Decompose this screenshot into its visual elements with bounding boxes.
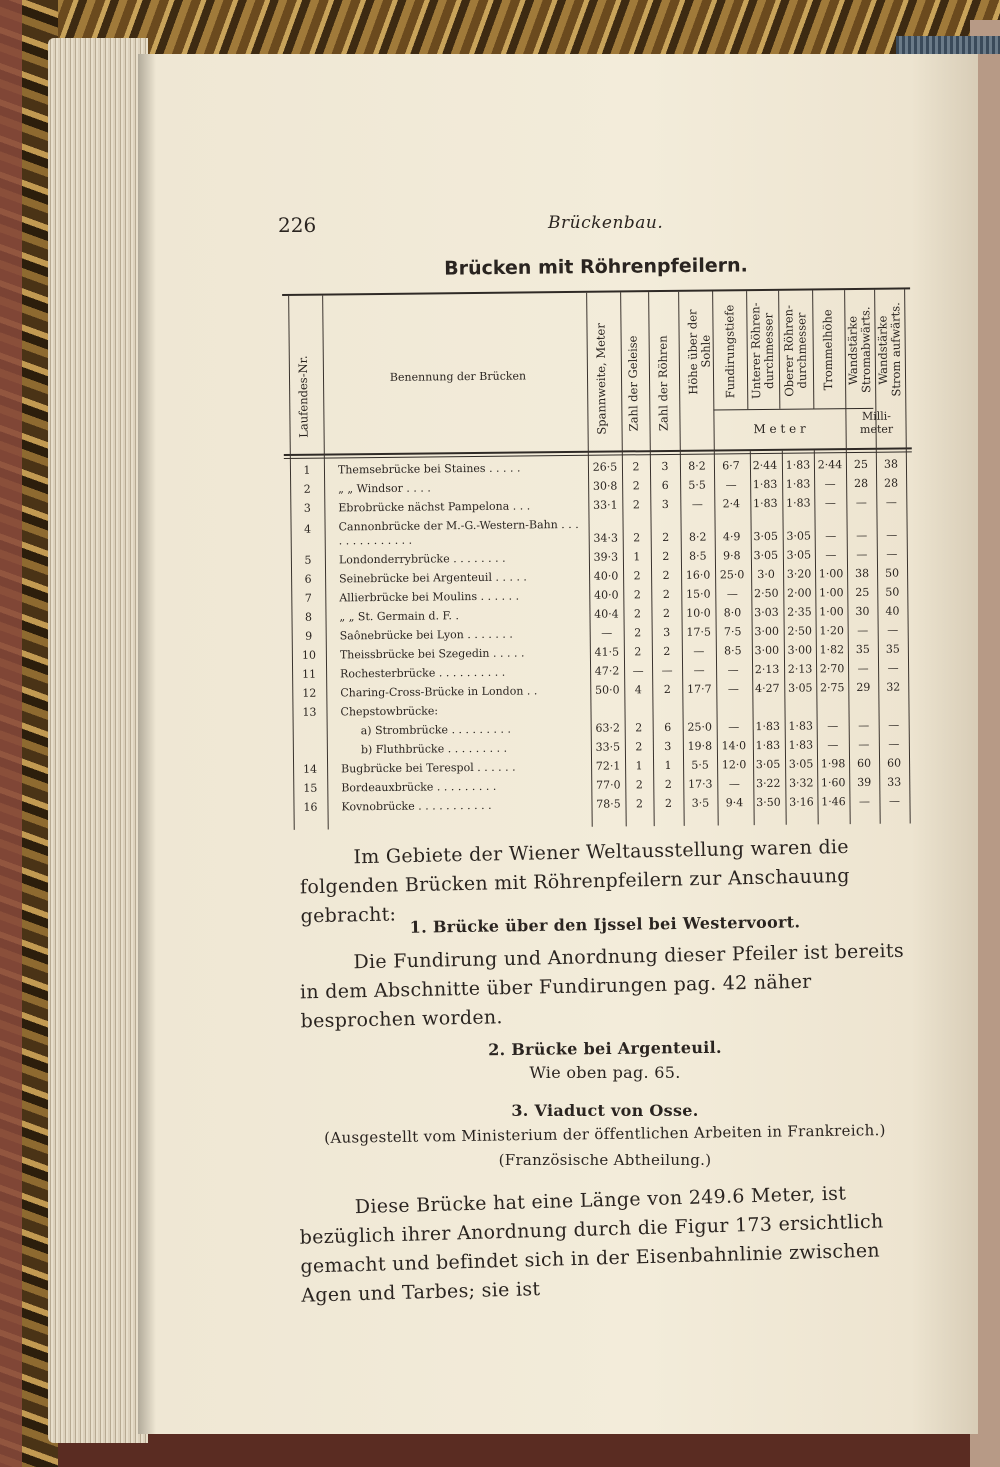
cell-t: — <box>825 529 837 543</box>
cell-wu: — <box>887 623 899 637</box>
cell-wu: — <box>888 794 901 808</box>
cell-h: 3·5 <box>691 796 710 810</box>
cell-s: 40·4 <box>594 607 619 621</box>
cell-s: 47·2 <box>594 664 620 678</box>
cell-h: 17·5 <box>686 625 712 639</box>
bridge-name: Ebrobrücke nächst Pampelona . . . <box>338 499 531 515</box>
cell-t: — <box>824 496 836 510</box>
bridge-name: b) Fluthbrücke . . . . . . . . . <box>360 741 508 757</box>
cell-wa: — <box>856 547 868 561</box>
unit-meter: M e t e r <box>753 421 806 437</box>
cell-wa: — <box>858 718 870 732</box>
cell-s: 41·5 <box>594 645 620 659</box>
cell-h: 17·7 <box>686 682 712 696</box>
cell-g: 2 <box>634 645 642 659</box>
cell-r: 6 <box>664 720 672 735</box>
header-hoehe: Höhe über der Sohle <box>685 309 713 395</box>
row-number: 1 <box>303 463 311 477</box>
cell-f: 25·0 <box>719 568 745 582</box>
cell-wu: 35 <box>885 642 900 656</box>
cell-u: 3·03 <box>754 605 779 620</box>
cell-s: 78·5 <box>596 797 621 811</box>
row-number: 7 <box>304 591 312 605</box>
cell-o: 2·50 <box>787 624 813 638</box>
cell-wa: — <box>858 737 870 751</box>
cell-wu: — <box>885 495 897 509</box>
bridge-name: „ „ St. Germain d. F. . <box>339 609 460 624</box>
paragraph-argenteuil: Wie oben pag. 65. <box>529 1063 681 1082</box>
cell-r: 2 <box>662 587 670 602</box>
cell-r: 6 <box>661 478 669 493</box>
cell-r: 2 <box>664 796 673 811</box>
cell-wa: — <box>855 495 867 510</box>
cell-u: 1·83 <box>753 496 778 511</box>
cell-o: 3·05 <box>787 681 813 695</box>
row-number: 6 <box>304 572 312 586</box>
cell-u: 4·27 <box>754 681 780 696</box>
cell-s: 33·1 <box>593 498 618 512</box>
cell-o: 3·05 <box>786 529 812 543</box>
cell-f: — <box>725 478 737 492</box>
cell-h: 25·0 <box>687 720 713 734</box>
cell-u: 3·0 <box>757 567 775 582</box>
cell-f: 2·4 <box>722 497 741 511</box>
header-benennung: Benennung der Brücken <box>389 369 527 384</box>
cell-r: 3 <box>663 625 671 640</box>
cell-wa: — <box>857 661 869 675</box>
cell-o: 3·20 <box>786 567 812 581</box>
cell-r: 3 <box>661 497 669 512</box>
cell-f: — <box>728 720 740 734</box>
paragraph-westervoort: Die Fundirung und Anordnung dieser Pfeiler ist bereits in dem Abschnitte über Fundirungen pag. 42 näher besprochen worden. <box>299 939 905 1033</box>
cell-r: — <box>661 663 673 678</box>
bridge-name: Themsebrücke bei Staines . . . . . <box>337 461 521 477</box>
cell-s: 34·3 <box>593 531 619 545</box>
cell-g: 2 <box>635 721 643 735</box>
unit-millimeter: Milli- meter <box>859 409 894 436</box>
cell-t: 2·75 <box>819 681 845 695</box>
cell-wa: 30 <box>855 604 870 619</box>
cell-r: 1 <box>664 758 672 773</box>
header-laufendes-nr: Laufendes-Nr. <box>295 355 311 438</box>
bridge-name: Allierbrücke bei Moulins . . . . . . <box>339 589 520 605</box>
cell-wu: 38 <box>883 457 899 471</box>
cell-f: — <box>726 587 738 601</box>
cell-g: 2 <box>633 569 641 583</box>
cell-f: 7·5 <box>723 625 742 639</box>
cell-s: 77·0 <box>595 778 621 792</box>
cell-r: 2 <box>662 606 671 621</box>
cell-t: 1·00 <box>818 586 844 600</box>
heading-westervoort: 1. Brücke über den Ijssel bei Westervoort. <box>409 912 801 937</box>
cell-f: — <box>727 682 739 696</box>
cell-wa: — <box>858 794 871 808</box>
cell-r: 2 <box>663 682 671 697</box>
cell-u: 3·00 <box>754 643 780 658</box>
cell-t: 1·46 <box>821 795 846 809</box>
cell-u: 3·22 <box>755 776 781 791</box>
cell-s: 40·0 <box>593 569 619 583</box>
cell-g: 1 <box>635 759 643 773</box>
cell-f: 9·8 <box>723 549 741 563</box>
cell-u: 2·13 <box>754 662 780 677</box>
cell-t: — <box>827 719 839 733</box>
bridge-name: Bugbrücke bei Terespol . . . . . . <box>341 760 516 776</box>
cell-f: — <box>728 777 740 791</box>
cell-f: 12·0 <box>721 758 747 772</box>
cell-o: 2·13 <box>787 662 813 676</box>
cell-g: 2 <box>632 479 640 493</box>
cell-wa: 25 <box>855 585 870 600</box>
cell-h: 5·5 <box>691 758 709 772</box>
cell-wa: — <box>856 528 868 543</box>
paragraph-osse: Diese Brücke hat eine Länge von 249.6 Meter, ist bezüglich ihrer Anordnung durch die Figur 173 ersichtlich gemacht und befindet sich in der Eisenbahnlinie zwischen Agen und Tarbes; sie ist <box>299 1182 884 1307</box>
cell-h: 10·0 <box>686 606 711 620</box>
row-number: 12 <box>302 686 317 700</box>
row-number: 16 <box>303 800 318 814</box>
cell-h: — <box>693 644 705 658</box>
bridge-name: Rochesterbrücke . . . . . . . . . . <box>340 665 506 681</box>
page-stack-edge <box>48 38 148 1443</box>
row-number: 15 <box>303 781 318 795</box>
cell-r: 2 <box>663 644 671 659</box>
cell-f: 9·4 <box>725 796 744 810</box>
cell-wu: 50 <box>885 585 900 599</box>
cell-f: 4·9 <box>722 530 741 544</box>
header-wand-auf: Wandstärke Strom aufwärts. <box>875 302 904 397</box>
cell-s: 39·3 <box>593 550 619 564</box>
cell-t: 2·44 <box>817 458 843 472</box>
row-number: 2 <box>303 482 311 496</box>
cell-o: 2·00 <box>786 586 812 600</box>
note-ministerium: (Ausgestellt vom Ministerium der öffentlichen Arbeiten in Frankreich.) <box>324 1121 886 1147</box>
cell-h: 15·0 <box>685 587 711 601</box>
running-title: Brückenbau. <box>548 213 664 233</box>
cell-wa: 29 <box>856 680 871 695</box>
cell-h: 8·2 <box>688 530 707 544</box>
cell-s: 63·2 <box>595 721 621 735</box>
cell-t: — <box>825 548 837 562</box>
bridge-name: Saônebrücke bei Lyon . . . . . . . <box>339 627 513 643</box>
cell-u: 2·44 <box>752 458 778 473</box>
cell-wa: 35 <box>855 642 870 657</box>
book-cover-top <box>0 0 1000 60</box>
cell-t: 1·20 <box>819 624 844 638</box>
header-fundirung: Fundirungstiefe <box>722 304 738 399</box>
note-abtheilung: (Französische Abtheilung.) <box>498 1151 712 1169</box>
cell-wa: — <box>857 623 869 637</box>
bridge-name: a) Strombrücke . . . . . . . . . <box>360 722 512 738</box>
row-number: 10 <box>301 648 316 662</box>
cell-r: 2 <box>664 777 672 792</box>
cell-h: — <box>693 663 705 677</box>
row-number: 11 <box>302 667 317 681</box>
cell-h: 8·2 <box>688 459 706 473</box>
cell-wu: 32 <box>886 680 901 694</box>
row-number: 13 <box>302 705 317 719</box>
cell-f: 6·7 <box>722 459 740 473</box>
cell-o: 1·83 <box>785 458 811 472</box>
cell-u: 3·50 <box>756 795 781 810</box>
cell-u: 3·05 <box>753 548 779 563</box>
bridge-name: Chepstowbrücke: <box>340 704 439 719</box>
heading-osse: 3. Viaduct von Osse. <box>511 1101 699 1120</box>
cell-s: 30·8 <box>592 479 618 493</box>
cell-u: 2·50 <box>753 586 779 601</box>
cell-r: 3 <box>661 459 669 474</box>
cell-t: 1·82 <box>819 643 845 657</box>
cell-h: 17·3 <box>687 777 713 791</box>
cell-o: 3·32 <box>788 776 814 790</box>
cell-g: 1 <box>633 550 641 564</box>
cell-wu: 40 <box>885 604 900 618</box>
bridge-name: Cannonbrücke der M.-G.-Western-Bahn . . . . . . . . . . . . . . <box>338 517 579 548</box>
cell-wu: — <box>886 528 898 542</box>
cell-r: 2 <box>662 530 670 545</box>
cell-u: 3·05 <box>753 529 779 544</box>
cell-h: 16·0 <box>685 568 711 582</box>
cell-u: 1·83 <box>755 719 780 734</box>
cell-o: 1·83 <box>785 477 811 491</box>
cell-u: 3·05 <box>755 757 781 772</box>
row-number: 9 <box>305 629 313 643</box>
cell-g: 2 <box>635 740 643 754</box>
cell-s: — <box>601 626 613 640</box>
cell-wu: — <box>886 547 898 561</box>
cell-u: 1·83 <box>752 477 778 492</box>
cell-f: 8·0 <box>723 606 742 620</box>
cell-s: 26·5 <box>592 460 618 474</box>
cell-wu: 33 <box>887 775 902 789</box>
cell-o: 2·35 <box>787 605 812 619</box>
cell-h: 8·5 <box>689 549 707 563</box>
cell-f: 8·5 <box>724 644 742 658</box>
bridge-name: Kovnobrücke . . . . . . . . . . . <box>341 798 492 814</box>
heading-argenteuil: 2. Brücke bei Argenteuil. <box>488 1037 722 1060</box>
header-oberer: Oberer Röhren- durchmesser <box>781 304 810 397</box>
row-number: 14 <box>303 762 318 776</box>
cell-r: 3 <box>664 739 672 754</box>
cell-o: 3·05 <box>786 548 812 562</box>
cell-t: 1·60 <box>820 776 846 790</box>
cell-h: 5·5 <box>688 478 706 492</box>
cell-o: 3·05 <box>788 757 814 771</box>
row-number: 5 <box>304 553 312 567</box>
cell-wa: 25 <box>853 457 869 472</box>
cell-t: 1·00 <box>819 605 844 619</box>
cell-t: 2·70 <box>819 662 845 676</box>
cell-g: 2 <box>633 588 641 602</box>
cell-o: 1·83 <box>788 738 814 752</box>
cell-g: 2 <box>633 531 641 545</box>
header-geleise: Zahl der Geleise <box>625 335 641 432</box>
bridge-name: Charing-Cross-Brücke in London . . <box>340 684 538 700</box>
header-spannweite: Spannweite, Meter <box>593 322 609 435</box>
cell-g: 2 <box>635 778 643 792</box>
spine-shadow <box>138 54 156 1434</box>
cell-f: 14·0 <box>721 739 747 753</box>
bridge-table <box>282 275 916 830</box>
header-trommel: Trommelhöhe <box>820 309 836 391</box>
bridge-name: „ „ Windsor . . . . <box>338 481 431 496</box>
cell-f: — <box>727 663 739 677</box>
cell-wu: — <box>888 718 900 732</box>
cell-g: 2 <box>633 607 642 621</box>
cell-wu: 60 <box>887 756 902 770</box>
cell-u: 3·00 <box>754 624 780 639</box>
cell-s: 40·0 <box>593 588 619 602</box>
cell-t: 1·98 <box>820 757 846 771</box>
row-number: 4 <box>304 522 312 536</box>
cell-wa: 39 <box>857 775 872 790</box>
page-number: 226 <box>278 213 317 237</box>
cell-g: 2 <box>635 797 644 811</box>
cell-wa: 60 <box>857 756 872 771</box>
cell-wa: 38 <box>855 566 870 581</box>
cell-wa: 28 <box>854 476 869 491</box>
cell-t: 1·00 <box>818 567 844 581</box>
row-number: 8 <box>304 610 313 624</box>
book-cover-leather <box>0 0 22 1467</box>
cell-o: 3·16 <box>789 795 814 809</box>
bridge-name: Londonderrybrücke . . . . . . . . <box>338 551 506 567</box>
row-number: 3 <box>303 501 311 515</box>
cell-g: 2 <box>632 498 640 512</box>
bridge-name: Bordeauxbrücke . . . . . . . . . <box>341 779 497 795</box>
header-unterer: Unterer Röhren- durchmesser <box>748 302 777 400</box>
cell-g: 2 <box>632 460 640 474</box>
cell-g: 2 <box>634 626 642 640</box>
cell-g: — <box>632 664 644 678</box>
cell-u: 1·83 <box>755 738 781 753</box>
header-roehren: Zahl der Röhren <box>655 335 671 431</box>
cell-s: 72·1 <box>595 759 621 773</box>
cell-o: 1·83 <box>788 719 813 733</box>
cell-wu: 28 <box>884 476 899 490</box>
header-wand-ab: Wandstärke Stromabwärts. <box>845 306 874 394</box>
table-title: Brücken mit Röhrenpfeilern. <box>444 254 748 280</box>
cell-g: 4 <box>634 683 642 697</box>
bridge-name: Seinebrücke bei Argenteuil . . . . . <box>339 570 527 586</box>
cell-wu: — <box>888 737 900 751</box>
cell-wu: 50 <box>885 566 900 580</box>
cell-o: 1·83 <box>786 496 811 510</box>
intro-paragraph: Im Gebiete der Wiener Weltausstellung waren die folgenden Brücken mit Röhrenpfeilern zur Anschauung gebracht: <box>299 835 850 928</box>
cell-h: — <box>691 497 703 511</box>
cell-t: — <box>824 477 836 491</box>
cell-t: — <box>827 738 839 752</box>
cell-s: 33·5 <box>595 740 621 754</box>
cell-r: 2 <box>662 549 670 564</box>
cell-wu: — <box>887 661 899 675</box>
bridge-name: Theissbrücke bei Szegedin . . . . . <box>339 646 525 662</box>
cell-o: 3·00 <box>787 643 813 657</box>
cell-r: 2 <box>662 568 670 583</box>
book-cover-cloth <box>896 36 1000 54</box>
cell-h: 19·8 <box>687 739 713 753</box>
cell-s: 50·0 <box>594 683 620 697</box>
